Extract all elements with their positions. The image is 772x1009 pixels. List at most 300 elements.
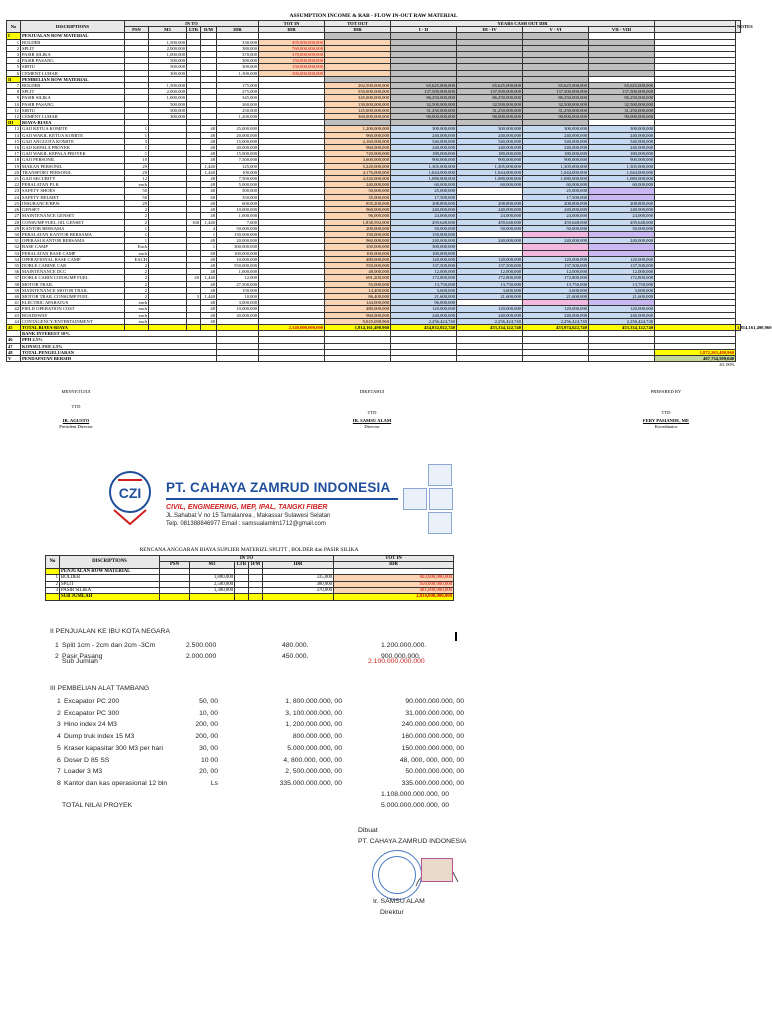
table-cell: 240,000,000 [391,238,457,244]
table-cell: each [125,300,149,306]
table-cell: 1 [125,132,149,138]
table-cell: 12,000 [217,275,259,281]
table-cell: 1,044,000,000 [523,169,589,175]
calc3-n: 8 [57,779,61,787]
row-label: OPERASI KANTOR BERSAMA [21,238,125,244]
table-cell: 1,838,592,000 [325,219,391,225]
section-label: PENJUALAN ROW MATERIAL [60,568,160,574]
table-cell: 9 [7,95,21,101]
table-cell: 380,000 [263,581,334,587]
table-cell: 1,000,000 [149,52,187,58]
table-cell: 48 [201,182,217,188]
table-cell: 90,000,000,000 [391,114,457,120]
row-label: MAINTENANCE GENSET [21,213,125,219]
table-cell: 335,000 [263,575,334,581]
table-cell: 120,000,000 [589,256,655,262]
sign1-ttd: TTD [71,404,81,409]
table-cell: 137,500,000,000 [589,89,655,95]
table-cell: 960,000,000 [325,145,391,151]
closing-name: Ir. SAMSU ALAM [373,898,425,905]
table-cell: 40 [7,293,21,299]
table-cell: 5,220,000,000 [325,163,391,169]
table-cell [125,362,149,368]
table-cell: 48 [201,188,217,194]
table-cell: 1,800,000 [190,575,235,581]
table-cell: 7,600 [217,219,259,225]
row-label: FIELD OPERATION COST [21,306,125,312]
table-cell: 50,000,000 [391,225,457,231]
table-cell: 4,176,000,000 [325,169,391,175]
sign2-name: IR. SAMSU ALAM [352,418,392,423]
subtotal-row [46,594,454,600]
row-label: BOLDER [60,575,160,581]
table-cell: 208,800,000 [523,200,589,206]
grand-total-label: TOTAL NILAI PROYEK [62,802,133,809]
table-cell: 23 [7,188,21,194]
table-cell: 7,500,000 [217,157,259,163]
table-cell: 25,000,000 [523,188,589,194]
table-cell: IDR [334,562,454,568]
table-cell: 172,800,000 [391,275,457,281]
table-cell: 48 [201,145,217,151]
table-cell: 32,500,000,000 [457,101,523,107]
table-cell: 86,250,000,000 [589,95,655,101]
row-label: PERALATAN P3 K [21,182,125,188]
row-label: BOLDER [21,39,125,45]
table-cell: 130,000,000,000 [325,101,391,107]
row-label: CEMENT LUHAR [21,114,125,120]
table-cell [325,362,391,368]
table-cell: 25,000,000 [217,126,259,132]
table-cell: 240,000,000 [523,207,589,213]
company-tagline: CIVIL, ENGINEERING, MEP, IPAL, TANGKI FIBER [166,504,328,511]
cert-badge-icon [429,488,453,510]
table-cell: 50,000,000 [589,225,655,231]
table-cell: 10,000,000 [217,256,259,262]
row-label: PERALATAN KANTOR BERSAMA [21,231,125,237]
table-cell: 12,000,000 [457,269,523,275]
table-cell: 20,000,000 [217,145,259,151]
row-label: DOBLE CABIN CONSUMP FUEL [21,275,125,281]
section-3-sum: 1.108.000.000.000, 00 [381,791,450,798]
row-label: CONSUMP FUEL OIL GENSET [21,219,125,225]
calc3-price: 4, 800.000, 000, 00 [283,756,342,764]
table-cell [249,594,263,600]
stamp-duty-icon [421,858,453,882]
table-cell: 48 [201,318,217,324]
table-cell: 12,000,000 [589,269,655,275]
table-cell: 35 [7,262,21,268]
table-cell: 48 [201,194,217,200]
summary-label: KONSUL FEE 2.5% [21,343,217,349]
table-cell: 172,800,000 [589,275,655,281]
table-cell: 240,000,000 [457,132,523,138]
col-dm-header: D/M [201,27,217,33]
table-cell: 1,200,000 [217,114,259,120]
table-cell: 48,000,000 [325,269,391,275]
col-m3-header: M3 [149,27,187,33]
table-cell: 900,000,000 [457,157,523,163]
table-cell: 26 [7,207,21,213]
table-cell: 32,500,000,000 [523,101,589,107]
table-cell: 300,000,000 [457,126,523,132]
table-cell: 300,000,000 [523,126,589,132]
row-label: GAJI ANGGOTA KOMITE [21,138,125,144]
table-cell: 120,000,000 [523,256,589,262]
table-cell: 1 [125,151,149,157]
table-cell: 1,440 [201,275,217,281]
table-cell: 120,000,000 [457,256,523,262]
table-cell [589,362,655,368]
col-tot-out-header: TOT OUT [325,21,391,27]
table-cell [263,594,334,600]
table-cell: 120,000,000 [391,306,457,312]
table-cell: 2,500,000 [190,581,235,587]
table-cell: 47 [7,343,21,349]
table-cell: 467,734,509,040 [655,355,736,361]
section-3-header: III PEMBELIAN ALAT TAMBANG [50,685,150,692]
table-cell: 17,500,000 [523,194,589,200]
table-cell: 4 [7,58,21,64]
calc3-total: 335.000.000.000, 00 [401,779,464,787]
table-cell: 459,648,000 [523,219,589,225]
table-cell: 240,000,000 [523,312,589,318]
table-cell: 25 [7,200,21,206]
table-cell: 3 [125,138,149,144]
table-cell: DISCRIPTIONS [60,556,160,569]
row-label: BOLDER [21,83,125,89]
table-cell: 24,000,000 [523,213,589,219]
table-cell: 240,000,000 [589,132,655,138]
table-cell: 1,080,000,000 [523,176,589,182]
row-label: GAJI WAKIL KETUA KOMITE [21,132,125,138]
calc3-price: 5.000.000.000, 00 [287,744,342,752]
table-cell: 48 [201,281,217,287]
row-label: GENSET [21,207,125,213]
table-cell: 13,750,000 [523,281,589,287]
table-cell: 240,000,000 [457,238,523,244]
table-cell: 31,250,000,000 [391,107,457,113]
summary-label: PENDAPATAN BERSIH [21,355,217,361]
summary-label: PPH 2.5% [21,337,217,343]
calc3-price: 335.000.000.000, 00 [279,779,342,787]
table-cell: 1,300,000 [217,70,259,76]
table-cell: No [46,556,60,569]
table-cell: 48 [201,312,217,318]
row-label: ELECTRIC APARATUS [21,300,125,306]
table-cell: 1,000,000 [149,95,187,101]
table-cell: 453,974,622,740 [523,324,589,330]
table-cell: 100,000,000 [217,250,259,256]
table-cell: 5 [7,64,21,70]
table-cell [149,362,187,368]
table-cell: 10,000,000 [217,207,259,213]
table-cell: 300,000 [149,114,187,120]
table-cell: each [125,312,149,318]
table-cell: 31,250,000,000 [523,107,589,113]
table-cell: 48 [201,157,217,163]
table-cell: 300,000 [149,70,187,76]
table-cell: D/M [249,562,263,568]
table-cell: 24,000,000 [391,213,457,219]
table-cell: 120,000,000 [391,256,457,262]
table-cell: 12 [125,176,149,182]
table-cell: 137,500,000,000 [457,89,523,95]
row-label: PERALATAN BASE CAMP [21,250,125,256]
table-cell: 1,044,000,000 [457,169,523,175]
table-cell: 20,000,000 [217,238,259,244]
table-cell: 600,000 [217,200,259,206]
table-cell: 1,080,000,000 [589,176,655,182]
table-cell: 2,034,000,000,000 [334,594,454,600]
section-number: II [7,76,21,82]
table-cell: 11 [7,107,21,113]
table-cell: 48 [7,349,21,355]
table-cell: 12 [7,114,21,120]
table-cell: 168 [187,219,201,225]
sign3-name: FERY PASIANDE, ME [642,418,690,423]
table-cell: 260,000 [217,101,259,107]
table-cell: 1,500,000 [149,39,187,45]
table-cell: 33 [7,250,21,256]
table-cell: 540,000,000 [589,138,655,144]
table-cell: 8 [7,89,21,95]
table-cell: 262,500,000,000 [325,83,391,89]
col-discriptions-header: DISCRIPTIONS [21,21,125,33]
table-cell: 32 [7,244,21,250]
table-cell: 21,600,000 [523,293,589,299]
table-cell [7,362,21,368]
table-cell: 29 [125,200,149,206]
table-cell: 960,000,000 [325,207,391,213]
table-cell: 1,872,265,490,960 [655,349,736,355]
table-cell: 180,000,000 [523,151,589,157]
table-cell: 21,600,000 [457,293,523,299]
table-cell: 65,625,000,000 [391,83,457,89]
table-cell: 2 [125,287,149,293]
calc3-item: Hino index 24 M3 [64,721,117,729]
table-cell: 1 [125,145,149,151]
table-cell: 200,000,000 [325,225,391,231]
table-cell: 48 [201,207,217,213]
section-2-sub-label: Sub Jumlah [62,658,98,665]
row-label: KANTOR BERSAMA [21,225,125,231]
certification-badges [402,463,462,541]
table-cell: 2 [125,275,149,281]
table-cell: 1,305,000,000 [523,163,589,169]
table-cell: 1,305,000,000 [589,163,655,169]
row-label: MOTOR TRAIL CONSUMP FUEL [21,293,125,299]
table-cell: 459,648,000 [589,219,655,225]
supplier-budget-table [45,555,454,601]
table-cell: 240,000,000 [391,312,457,318]
col-y2-header: III - IV [457,27,523,33]
row-label: PASIR SILIKA [21,95,125,101]
table-cell: 300,000,000 [217,244,259,250]
table-cell: 960,000,000 [325,238,391,244]
table-cell: 480,000,000 [325,306,391,312]
table-cell: 48 [201,138,217,144]
table-cell: each [125,306,149,312]
table-cell: 1 [46,575,60,581]
table-cell [21,362,125,368]
table-cell: 48 [201,200,217,206]
table-cell: 1,814,161,490,960 [737,324,772,330]
table-cell: 1,080,000,000 [391,176,457,182]
table-cell: 120,000,000 [523,306,589,312]
table-cell: 29 [7,225,21,231]
table-cell [235,594,249,600]
col-idr3-header: IDR [325,27,391,33]
section-label: PENJUALAN ROW MATERIAL [21,33,125,39]
table-cell: 250,000 [217,107,259,113]
table-cell: 2,256,424,740 [523,318,589,324]
table-cell: 370,000,000,000 [259,52,325,58]
percent-note: 20, 00% [719,362,735,368]
row-label: GAJI KEPALA PROYEK [21,145,125,151]
table-cell: 150,000 [217,287,259,293]
table-cell: 380,000 [217,45,259,51]
row-label: DOBLE CABINE CAR [21,262,125,268]
table-cell: 3,000,000 [217,300,259,306]
table-cell: 90,000,000,000 [457,114,523,120]
table-cell: 125,000 [217,163,259,169]
cert-badge-icon [428,464,452,486]
row-label: CONTAGENCY/ENTERTAINMENT [21,318,125,324]
table-cell: 1,814,161,490,960 [325,324,391,330]
table-cell: 300,000,000 [589,126,655,132]
row-label: GAJI KETUA KOMITE [21,126,125,132]
table-cell: 28 [7,219,21,225]
table-cell: 9,025,698,960 [325,318,391,324]
table-cell: 137,500,000,000 [523,89,589,95]
table-cell: 2,000,000 [149,89,187,95]
row-label: GAJI WAKIL KEPALA PROYEK [21,151,125,157]
table-cell: 50,000,000 [457,225,523,231]
table-cell: 48 [201,269,217,275]
row-label: ROADSWAY [21,312,125,318]
section-2-sub-value: 2.100.000.000.000 [368,658,425,665]
rab-spreadsheet [6,12,772,368]
calc3-item: Kantor dan kas operasional 12 bln [64,779,168,787]
calc2-qty: 2.500.000 [186,642,217,649]
table-cell: 1 [201,244,217,250]
table-cell: 300,000 [217,64,259,70]
table-cell: 2,256,424,740 [589,318,655,324]
table-cell: 453,334,122,740 [589,324,655,330]
table-cell: 900,000,000 [589,157,655,163]
table-cell: 500,000 [149,107,187,113]
table-cell: 29 [125,163,149,169]
table-cell: 43 [7,312,21,318]
table-cell: 960,000,000 [325,132,391,138]
table-cell: 15,000,000 [217,138,259,144]
table-cell: 275,000 [217,89,259,95]
table-cell: 240,000,000 [523,132,589,138]
table-cell: 500,000 [149,101,187,107]
table-cell: 370,000 [217,52,259,58]
table-cell: 1 [125,126,149,132]
table-cell: 12,000,000 [523,269,589,275]
summary-label: BANK INTEREST 10% [21,331,217,337]
table-cell: 3 [46,588,60,594]
col-no-header: No [7,21,21,33]
table-cell: 15 [7,138,21,144]
table-cell: 125,000,000,000 [325,107,391,113]
table-cell: 150,000,000 [217,231,259,237]
table-cell: 1 [125,231,149,237]
table-cell: 137,500,000 [457,262,523,268]
calc2-item: Pasir Pasang [62,653,103,660]
table-cell: 10 [125,157,149,163]
calc3-qty: 10, 00 [199,709,218,717]
table-cell: 46 [7,337,21,343]
table-cell: 240,000,000 [457,207,523,213]
calc3-item: Loader 3 M3 [64,768,103,776]
table-cell: 1 [125,225,149,231]
table-cell: 27,500,000 [217,281,259,287]
table-cell: 240,000,000 [391,145,457,151]
calc2-price: 480.000. [282,642,309,649]
sheet-title: ASSUMPTION INCOME & RAB - FLOW IN-OUT RAW MATERIAL [289,13,458,19]
table-cell: 459,648,000 [457,219,523,225]
col-idr2-header: IDR [259,27,325,33]
table-cell: 120,000,000 [457,306,523,312]
table-cell: 454,032,022,740 [391,324,457,330]
table-cell: 1,440 [201,293,217,299]
table-cell: 34 [7,256,21,262]
table-cell: 3,600,000 [589,287,655,293]
table-cell: 44 [7,318,21,324]
table-cell: 1,000,000 [217,269,259,275]
table-cell: 10,000,000 [217,306,259,312]
table-cell: 39 [7,287,21,293]
table-cell: 48 [201,250,217,256]
table-cell: 2 [125,281,149,287]
supplier-budget [45,546,453,601]
table-cell: each [125,250,149,256]
sign3-role: PREPARED BY [650,389,682,394]
table-cell: 180,000,000 [391,151,457,157]
table-cell: 25,000,000 [391,188,457,194]
table-cell: IN TO [160,556,334,562]
table-cell: 48 [201,262,217,268]
table-cell: 2,256,424,740 [391,318,457,324]
table-cell: 240,000,000 [589,207,655,213]
row-label: PASIR SILIKA [21,52,125,58]
calc3-item: Kraser kapasitar 300 M3 per hari [64,744,163,752]
table-cell: 96,000,000 [391,300,457,306]
section-number: III [7,120,21,126]
cert-badge-icon [403,488,427,510]
table-cell: 137,500,000,000 [391,89,457,95]
calc3-qty: 30, 00 [199,744,218,752]
table-cell: 360,000,000,000 [325,114,391,120]
table-cell: 1,440 [201,169,217,175]
table-cell: 21 [7,176,21,182]
table-cell: 481,000,000,000 [334,588,454,594]
table-cell: 2,256,424,740 [457,318,523,324]
table-cell: 540,000,000 [391,138,457,144]
table-cell: 1,080,000,000 [457,176,523,182]
table-cell: 240,000,000 [589,145,655,151]
calc3-n: 1 [57,698,61,705]
table-cell: 137,500,000 [391,262,457,268]
table-cell: 48 [201,287,217,293]
table-cell: 35,000,000 [325,194,391,200]
row-label: SPLIT [21,45,125,51]
table-cell: 240,000,000 [589,238,655,244]
